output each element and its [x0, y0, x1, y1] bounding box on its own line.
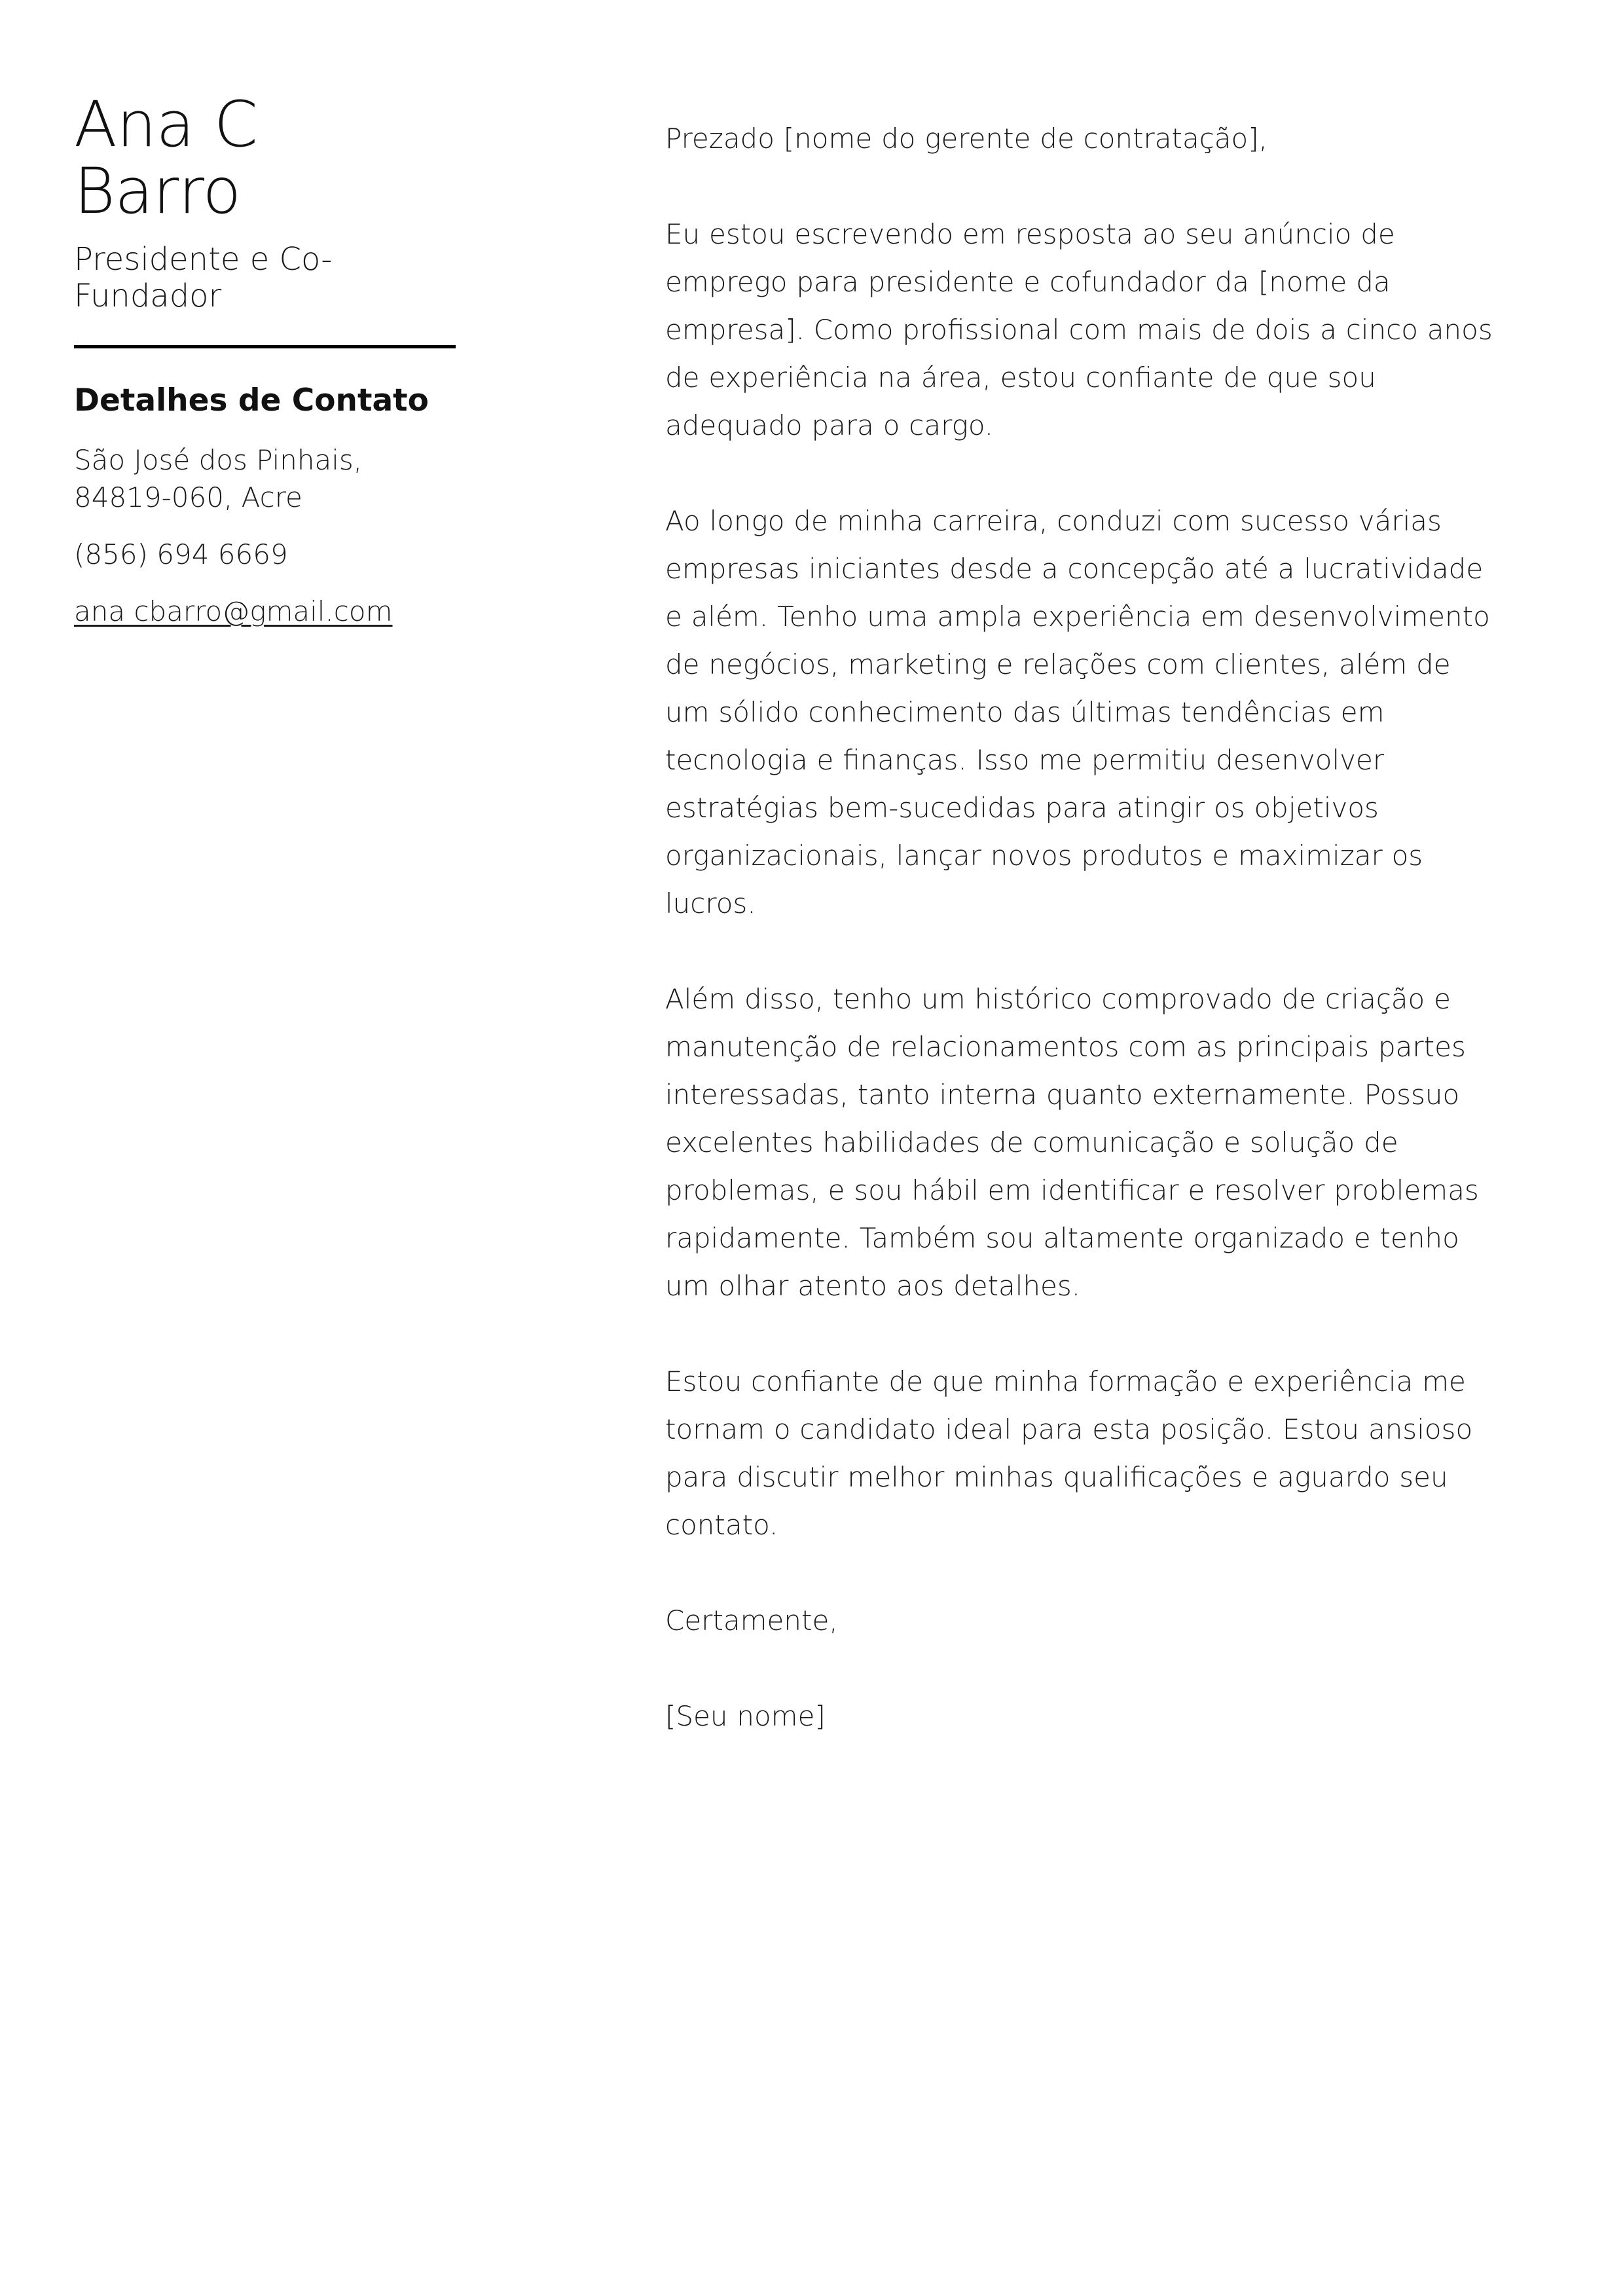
letter-paragraph-3: Além disso, tenho um histórico comprovado de criação e manutenção de relacionamentos com as principais partes interessadas, tanto interna quanto externamente. Possuo excelentes habilidades de comunicação e solução de problemas, e sou hábil em identificar e resolver problemas rapidamente. Também sou altamente organizado e tenho um olhar atento aos detalhes.: [665, 983, 1479, 1302]
letter-body: [665, 115, 1497, 1740]
contact-email-link[interactable]: ana cbarro@gmail.com: [74, 595, 393, 628]
contact-email-row: [74, 593, 421, 630]
letter-signature: [Seu nome]: [665, 1700, 826, 1732]
candidate-job-title: Presidente e Co-Fundador: [74, 240, 333, 315]
letter-paragraph-1: Eu estou escrevendo em resposta ao seu anúncio de emprego para presidente e cofundador da [nome da empresa]. Como profissional com mais de dois a cinco anos de experiência na área, estou confiante de que sou adequado para o cargo.: [665, 218, 1493, 441]
sidebar: [74, 88, 467, 631]
candidate-name-line-1: Ana C: [74, 88, 258, 161]
contact-address: São José dos Pinhais, 84819-060, Acre: [74, 444, 363, 514]
letter-salutation: Prezado [nome do gerente de contratação],: [665, 122, 1267, 155]
candidate-name: [74, 88, 467, 228]
letter-paragraph-2: Ao longo de minha carreira, conduzi com sucesso várias empresas iniciantes desde a concepção até a lucratividade e além. Tenho uma ampla experiência em desenvolvimento de negócios, marketing e relações com clientes, além de um sólido conhecimento das últimas tendências em tecnologia e finanças. Isso me permitiu desenvolver estratégias bem-sucedidas para atingir os objetivos organizacionais, lançar novos produtos e maximizar os lucros.: [665, 505, 1490, 919]
candidate-name-line-2: Barro: [74, 154, 241, 228]
contact-details-heading: Detalhes de Contato: [74, 382, 429, 418]
contact-phone: (856) 694 6669: [74, 538, 288, 571]
sidebar-divider: [74, 345, 456, 348]
contact-details-list: [74, 441, 467, 630]
letter-paragraph-4: Estou confiante de que minha formação e experiência me tornam o candidato ideal para esta posição. Estou ansioso para discutir melhor minhas qualificações e aguardo seu contato.: [665, 1365, 1473, 1541]
letter-closing: Certamente,: [665, 1604, 838, 1637]
